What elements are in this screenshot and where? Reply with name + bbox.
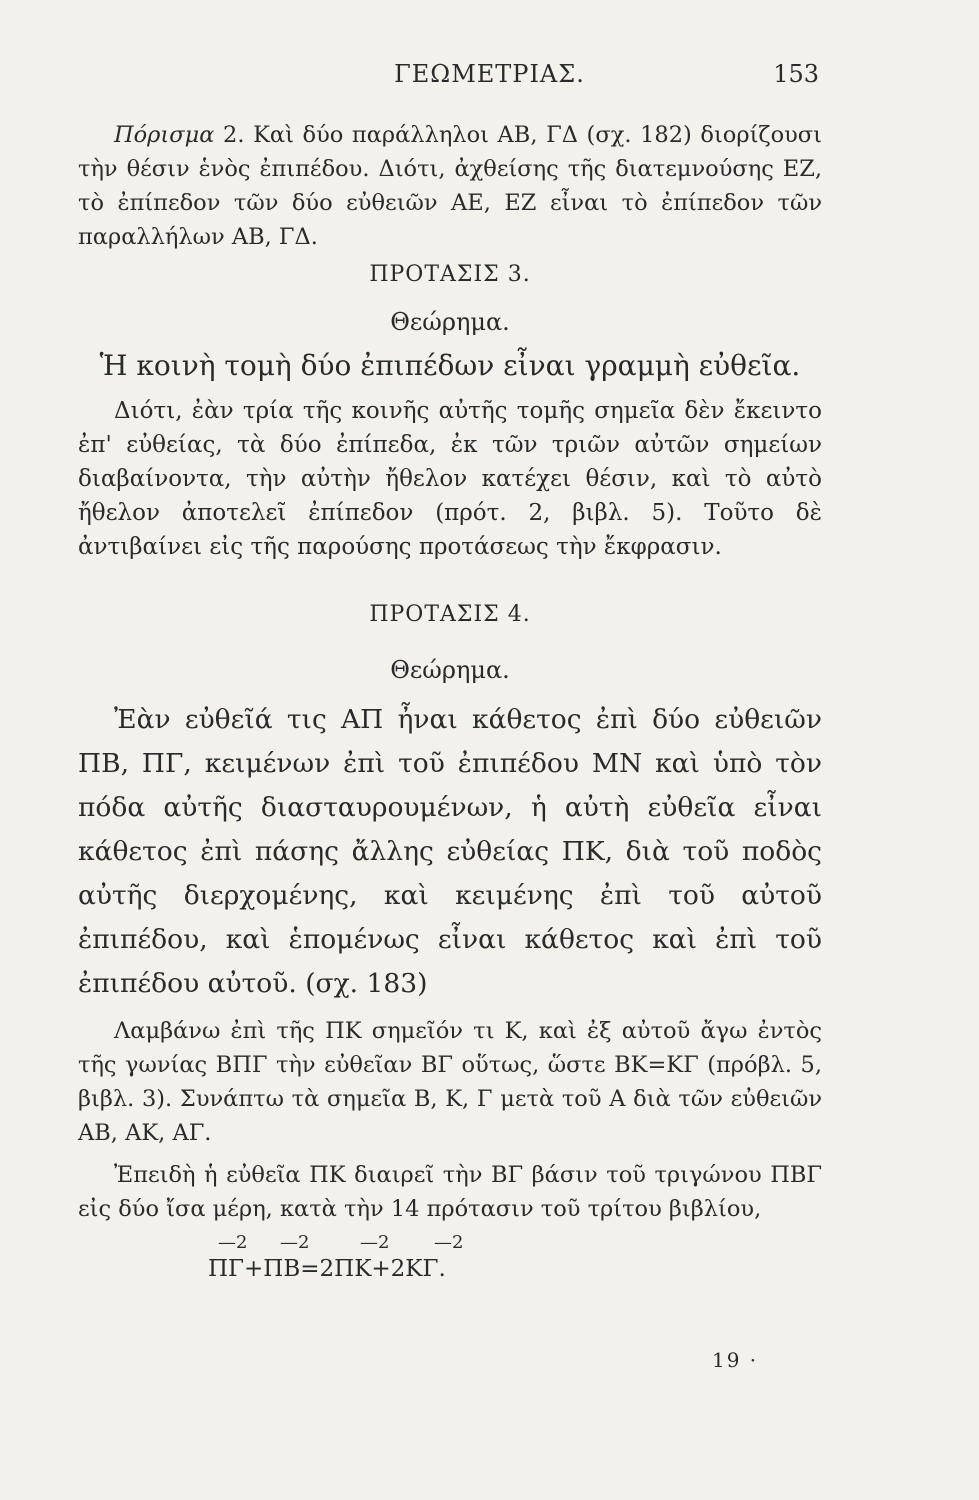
page-number: 153 xyxy=(773,60,819,88)
corollary-2 xyxy=(78,118,822,254)
corollary-lead: Πόρισμα xyxy=(114,122,215,148)
superscript-1: —2 xyxy=(218,1232,248,1253)
equation-block xyxy=(208,1232,822,1302)
signature-mark: 19 · xyxy=(712,1348,759,1372)
proposition-4-heading: ΠΡΟΤΑΣΙΣ 4. xyxy=(369,602,531,627)
superscript-2: —2 xyxy=(280,1232,310,1253)
superscript-4: —2 xyxy=(434,1232,464,1253)
page-header xyxy=(0,60,979,94)
equation: ΠΓ+ΠΒ=2ΠΚ+2ΚΓ. xyxy=(208,1256,446,1282)
page-body xyxy=(78,118,822,1302)
proposition-3-proof: Διότι, ἐὰν τρία τῆς κοινῆς αὐτῆς τομῆς σημεῖα δὲν ἔκειντο ἐπ' εὐθείας, τὰ δύο ἐπίπεδα, ἐκ τῶν τριῶν αὐτῶν σημείων διαβαίνοντα, τὴν αὐτὴν ἤθελον κατέχει θέσιν, καὶ τὸ αὐτὸ ἤθελον ἀποτελεῖ ἐπίπεδον (πρότ. 2, βιβλ. 5). Τοῦτο δὲ ἀντιβαίνει εἰς τῆς παρούσης προτάσεως τὴν ἔκφρασιν. xyxy=(78,398,822,560)
running-head: ΓΕΩΜΕΤΡΙΑΣ. xyxy=(394,60,585,88)
proposition-4-statement: Ἐὰν εὐθεῖά τις ΑΠ ἦναι κάθετος ἐπὶ δύο εὐθειῶν ΠΒ, ΠΓ, κειμένων ἐπὶ τοῦ ἐπιπέδου ΜΝ καὶ ὑπὸ τὸν πόδα αὐτῆς διασταυρουμένων, ἡ αὐτὴ εὐθεῖα εἶναι κάθετος ἐπὶ πάσης ἄλλης εὐθείας ΠΚ, διὰ τοῦ ποδὸς αὐτῆς διερχομένης, καὶ κειμένης ἐπὶ τοῦ αὐτοῦ ἐπιπέδου, καὶ ἑπομένως εἶναι κάθετος καὶ ἐπὶ τοῦ ἐπιπέδου αὐτοῦ. (σχ. 183) xyxy=(78,704,822,999)
superscript-3: —2 xyxy=(360,1232,390,1253)
proposition-4-proof-1: Λαμβάνω ἐπὶ τῆς ΠΚ σημεῖόν τι Κ, καὶ ἐξ αὐτοῦ ἄγω ἐντὸς τῆς γωνίας ΒΠΓ τὴν εὐθεῖαν ΒΓ οὕτως, ὥστε ΒΚ=ΚΓ (πρόβλ. 5, βιβλ. 3). Συνάπτω τὰ σημεῖα Β, Κ, Γ μετὰ τοῦ Α διὰ τῶν εὐθειῶν ΑΒ, ΑΚ, ΑΓ. xyxy=(78,1018,822,1146)
proposition-3-statement: Ἡ κοινὴ τομὴ δύο ἐπιπέδων εἶναι γραμμὴ εὐθεῖα. xyxy=(99,349,801,382)
proposition-4-subheading: Θεώρημα. xyxy=(390,656,510,684)
corollary-text: 2. Καὶ δύο παράλληλοι ΑΒ, ΓΔ (σχ. 182) διορίζουσι τὴν θέσιν ἑνὸς ἐπιπέδου. Διότι, ἀχθείσης τῆς διατεμνούσης ΕΖ, τὸ ἐπίπεδον τῶν δύο εὐθειῶν ΑΕ, ΕΖ εἶναι τὸ ἐπίπεδον τῶν παραλλήλων ΑΒ, ΓΔ. xyxy=(78,122,822,250)
proposition-3-heading: ΠΡΟΤΑΣΙΣ 3. xyxy=(369,262,531,287)
proposition-4-proof-2: Ἐπειδὴ ἡ εὐθεῖα ΠΚ διαιρεῖ τὴν ΒΓ βάσιν τοῦ τριγώνου ΠΒΓ εἰς δύο ἴσα μέρη, κατὰ τὴν 14 πρότασιν τοῦ τρίτου βιβλίου, xyxy=(78,1162,822,1222)
proposition-3-subheading: Θεώρημα. xyxy=(390,308,510,336)
